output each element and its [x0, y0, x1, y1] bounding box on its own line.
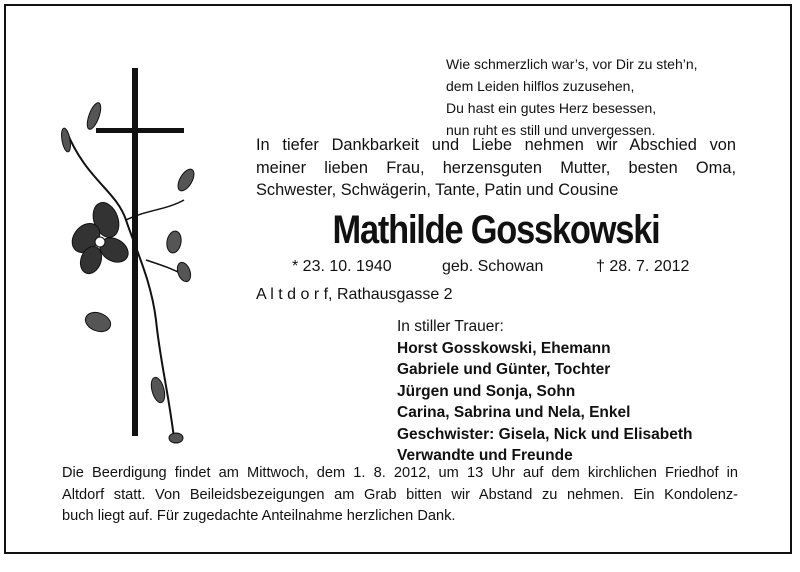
- address: [256, 286, 453, 304]
- announcement-text: [256, 134, 736, 202]
- poem-line: dem Leiden hilflos zuzusehen,: [446, 78, 635, 94]
- mourner-name: Carina, Sabrina und Nela, Enkel: [397, 404, 631, 421]
- funeral-details-line: Die Beerdigung findet am Mittwoch, dem 1. 8. 2012, um 13 Uhr auf dem kirchlichen Friedhof in: [62, 465, 738, 481]
- death-date: † 28. 7. 2012: [596, 258, 690, 275]
- deceased-name: Mathilde Gosskowski: [332, 208, 660, 252]
- address-street: Rathausgasse 2: [336, 286, 453, 303]
- announcement-line: Schwester, Schwägerin, Tante, Patin und Cousine: [256, 181, 619, 199]
- address-town: A l t d o r f,: [256, 286, 333, 303]
- mourner-name: Geschwister: Gisela, Nick und Elisabeth: [397, 425, 693, 443]
- announcement-line: In tiefer Dankbarkeit und Liebe nehmen wir Abschied von: [256, 136, 736, 154]
- mourner-name: Horst Gosskowski, Ehemann: [397, 339, 611, 357]
- poem-line: Du hast ein gutes Herz besessen,: [446, 100, 657, 116]
- cross-with-flowers-icon: [56, 60, 206, 450]
- poem-line: nun ruht es still und unvergessen.: [446, 122, 656, 138]
- maiden-name: geb. Schowan: [442, 258, 544, 275]
- announcement-line: meiner lieben Frau, herzensguten Mutter, besten Oma,: [256, 158, 736, 177]
- cross-horizontal-beam: [96, 128, 184, 133]
- poem-line: Wie schmerzlich war’s, vor Dir zu steh’n,: [446, 56, 698, 72]
- memorial-poem: [446, 53, 698, 141]
- mourner-name: Jürgen und Sonja, Sohn: [397, 382, 576, 400]
- funeral-details-line: buch liegt auf. Für zugedachte Anteilnahme herzlichen Dank.: [62, 508, 456, 524]
- mourners-label: In stiller Trauer:: [397, 318, 504, 335]
- funeral-details: [62, 463, 738, 528]
- mourners-list: [397, 316, 692, 467]
- mourner-name: Verwandte und Freunde: [397, 447, 573, 464]
- mourner-name: Gabriele und Günter, Tochter: [397, 361, 611, 378]
- birth-date: * 23. 10. 1940: [292, 258, 392, 275]
- funeral-details-line: Altdorf statt. Von Beileidsbezeigungen am Grab bitten wir Abstand zu nehmen. Ein Kondolenz-: [62, 486, 738, 503]
